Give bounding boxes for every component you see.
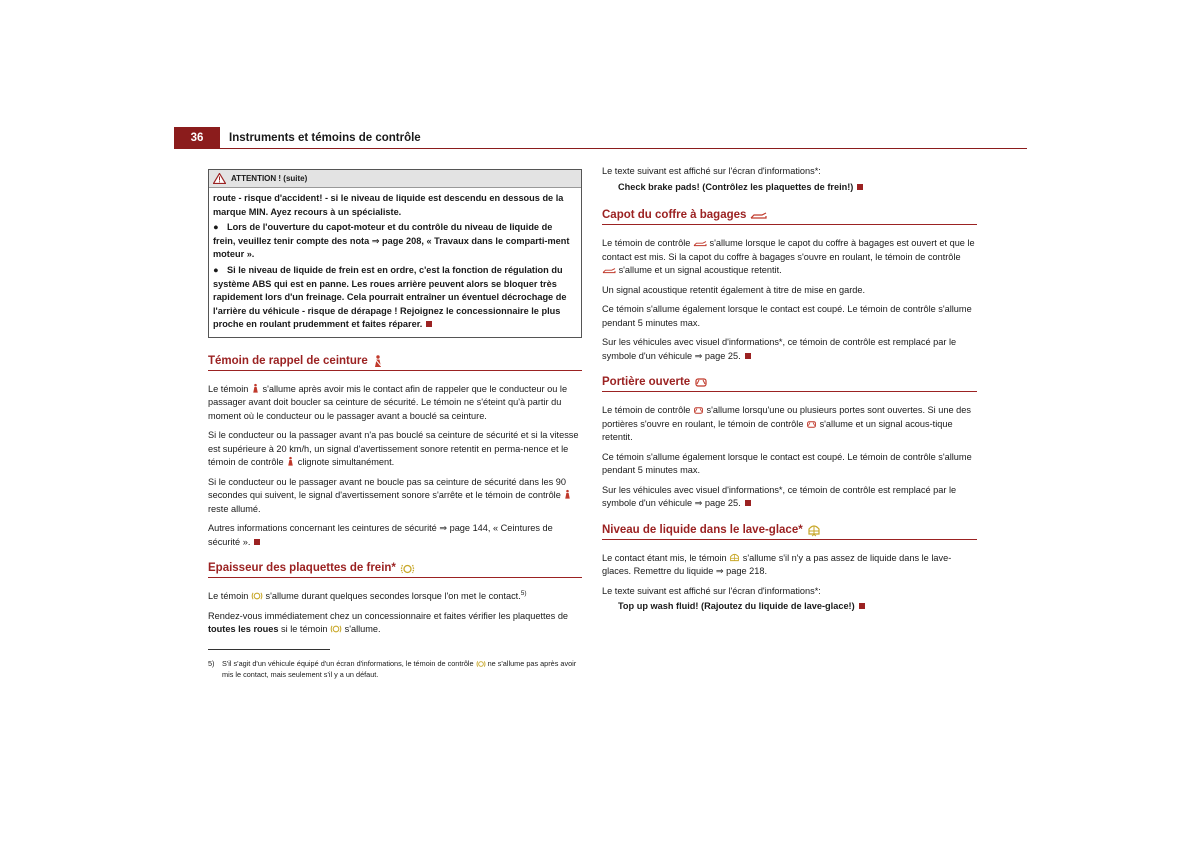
section-heading-text: Portière ouverte: [602, 376, 691, 388]
text-segment: ne s'allume pas après avoir mis le contact, mais seulement s'il y a un défaut.: [222, 658, 577, 679]
attention-bullet-item: [213, 264, 577, 332]
door-open-icon: [694, 377, 708, 388]
attention-bullet-item: [213, 221, 577, 262]
attention-paragraph: route - risque d'accident! - si le niveau de liquide est descendu en dessous de la marque MIN. Ayez recours à un spécialiste.: [213, 193, 564, 217]
bullet-icon: ●: [213, 222, 219, 233]
paragraph: [208, 590, 582, 604]
section-heading-text: Capot du coffre à bagages: [602, 209, 747, 221]
right-column: [602, 165, 977, 620]
text-segment: reste allumé.: [208, 503, 261, 514]
text-segment: clignote simultanément.: [297, 457, 395, 468]
section-heading-text: Epaisseur des plaquettes de frein*: [208, 562, 396, 575]
paragraph: [602, 484, 977, 511]
header-rule: [220, 148, 1027, 149]
end-mark-icon: [745, 353, 751, 359]
seatbelt-icon: [251, 383, 260, 394]
paragraph: [208, 522, 582, 549]
footnote: [208, 658, 582, 680]
text-segment: s'allume lorsque le capot du coffre à bagages est ouvert et que le contact est mis. Si la capot du coffre à bagages s'ouvre en roulant, le témoin de contrôle: [602, 238, 975, 262]
attention-title: ATTENTION ! (suite): [231, 173, 308, 183]
door-open-icon: [806, 420, 817, 429]
footnote-rule: [208, 649, 330, 650]
paragraph: Un signal acoustique retentit également à titre de mise en garde.: [602, 284, 866, 295]
attention-body: [209, 188, 581, 337]
text-segment: Check brake pads! (Contrôlez les plaquettes de frein!): [618, 181, 854, 192]
attention-box: [208, 169, 582, 338]
paragraph: Ce témoin s'allume également lorsque le contact est coupé. Le témoin de contrôle s'allume pendant 5 minutes max.: [602, 451, 972, 475]
brake-pad-icon: [330, 624, 342, 634]
text-segment: Le témoin: [208, 591, 249, 602]
text-segment: s'allume.: [344, 624, 381, 635]
washer-fluid-icon: [807, 523, 821, 537]
text-segment: s'allume durant quelques secondes lorsque l'on met le contact.: [265, 591, 521, 602]
info-display-message: [602, 600, 977, 614]
bullet-icon: ●: [213, 264, 219, 275]
text-segment: s'allume et un signal acous-tique retentit.: [602, 418, 953, 442]
trunk-open-icon: [602, 267, 616, 275]
door-open-icon: [693, 406, 704, 415]
brake-pad-icon: [476, 660, 486, 668]
info-display-message: [602, 181, 977, 195]
text-segment: Le témoin de contrôle: [602, 405, 691, 415]
text-segment: S'il s'agit d'un véhicule équipé d'un écran d'informations, le témoin de contrôle: [222, 658, 474, 668]
text-segment: Le contact étant mis, le témoin: [602, 552, 727, 563]
paragraph: [602, 552, 977, 579]
left-column: [208, 169, 582, 680]
footnote-reference: 5): [520, 590, 527, 598]
attention-bullet-text: Si le niveau de liquide de frein est en ordre, c'est la fonction de régulation du système ABS qui est en panne. Les roues arrière peuvent alors se bloquer très rapidement lors d'un freinage. Cela pourrait entraîner un éventuel décrochage de l'arrière du véhicule - risque de dérapage ! Rejoignez le concessionnaire le plus proche en roulant prudemment et faites réparer.: [213, 264, 567, 330]
text-segment: s'allume après avoir mis le contact afin de rappeler que le conducteur ou le passager avant doit boucler sa ceinture de sécurité. Le témoin ne s'éteint qu'à partir du moment où le conducteur ou le passager avant a bouclé sa ceinture.: [208, 383, 568, 421]
text-segment: s'allume lorsqu'une ou plusieurs portes sont ouvertes. Si une des portières s'ouvre en roulant, le témoin de contrôle: [602, 405, 971, 429]
footnote-number: 5): [208, 658, 215, 668]
brake-pad-icon: [251, 591, 263, 601]
text-segment: Si le conducteur ou le passager avant ne boucle pas sa ceinture de sécurité dans les 90 secondes qui suivent, le signal d'avertissement sonore s'arrête et le témoin de contrôle: [208, 476, 567, 501]
section-heading-door: [602, 375, 977, 392]
warning-triangle-icon: [213, 173, 226, 184]
text-segment: Le témoin: [208, 383, 249, 394]
trunk-open-icon: [750, 211, 767, 221]
washer-fluid-icon: [729, 552, 740, 563]
text-segment: Sur les véhicules avec visuel d'informations*, ce témoin de contrôle est remplacé par le symbole d'un véhicule ⇒ page 25.: [602, 484, 957, 508]
end-mark-icon: [859, 603, 865, 609]
end-mark-icon: [426, 321, 432, 327]
text-segment: Sur les véhicules avec visuel d'informations*, ce témoin de contrôle est remplacé par le symbole d'un véhicule ⇒ page 25.: [602, 337, 957, 361]
paragraph: Le texte suivant est affiché sur l'écran d'informations*:: [602, 585, 821, 596]
running-title: Instruments et témoins de contrôle: [229, 132, 421, 144]
page-number: 36: [174, 127, 220, 149]
text-segment: si le témoin: [281, 624, 328, 635]
paragraph: [602, 237, 977, 278]
end-mark-icon: [254, 539, 260, 545]
paragraph: [602, 336, 977, 363]
paragraph: Ce témoin s'allume également lorsque le contact est coupé. Le témoin de contrôle s'allume pendant 5 minutes max.: [602, 304, 972, 328]
section-heading-trunk: [602, 208, 977, 225]
section-heading-text: Témoin de rappel de ceinture: [208, 354, 368, 367]
section-heading-washer: [602, 523, 977, 540]
section-heading-brake-pads: [208, 561, 582, 578]
text-segment: Rendez-vous immédiatement chez un concessionnaire et faites vérifier les plaquettes de: [208, 610, 569, 621]
text-segment: s'allume s'il n'y a pas assez de liquide dans le lave-glaces. Remettre du liquide ⇒ page 218.: [602, 552, 952, 576]
seatbelt-icon: [372, 355, 384, 368]
paragraph: [208, 610, 582, 637]
paragraph: [208, 383, 582, 424]
seatbelt-icon: [563, 489, 572, 500]
attention-bullet-text: Lors de l'ouverture du capot-moteur et du contrôle du niveau de liquide de frein, veuillez tenir compte des nota ⇒ page 208, « Travaux dans le comparti-ment moteur ».: [213, 222, 570, 260]
paragraph: [602, 404, 977, 445]
section-heading-seatbelt: [208, 354, 582, 371]
paragraph: [208, 476, 582, 517]
paragraph: [208, 429, 582, 470]
brake-pad-icon: [400, 563, 415, 575]
text-segment: s'allume et un signal acoustique retentit.: [618, 265, 782, 275]
text-segment: Si le conducteur ou la passager avant n'a pas bouclé sa ceinture de sécurité et si la vitesse est supérieure à 20 km/h, un signal d'avertissement sonore retentit en perma-nence et le témoin de contrôle: [208, 430, 579, 468]
text-segment-bold: toutes les roues: [208, 624, 279, 635]
seatbelt-icon: [286, 456, 295, 467]
attention-header: [209, 170, 581, 188]
text-segment: Top up wash fluid! (Rajoutez du liquide de lave-glace!): [618, 601, 855, 611]
end-mark-icon: [857, 184, 863, 190]
text-segment: Autres informations concernant les ceintures de sécurité ⇒ page 144, « Ceintures de sécurité ».: [208, 523, 553, 547]
section-heading-text: Niveau de liquide dans le lave-glace*: [602, 523, 803, 536]
paragraph: Le texte suivant est affiché sur l'écran d'informations*:: [602, 166, 821, 176]
text-segment: Le témoin de contrôle: [602, 238, 691, 248]
end-mark-icon: [745, 500, 751, 506]
trunk-open-icon: [693, 240, 707, 248]
footnote-text: [222, 658, 582, 680]
